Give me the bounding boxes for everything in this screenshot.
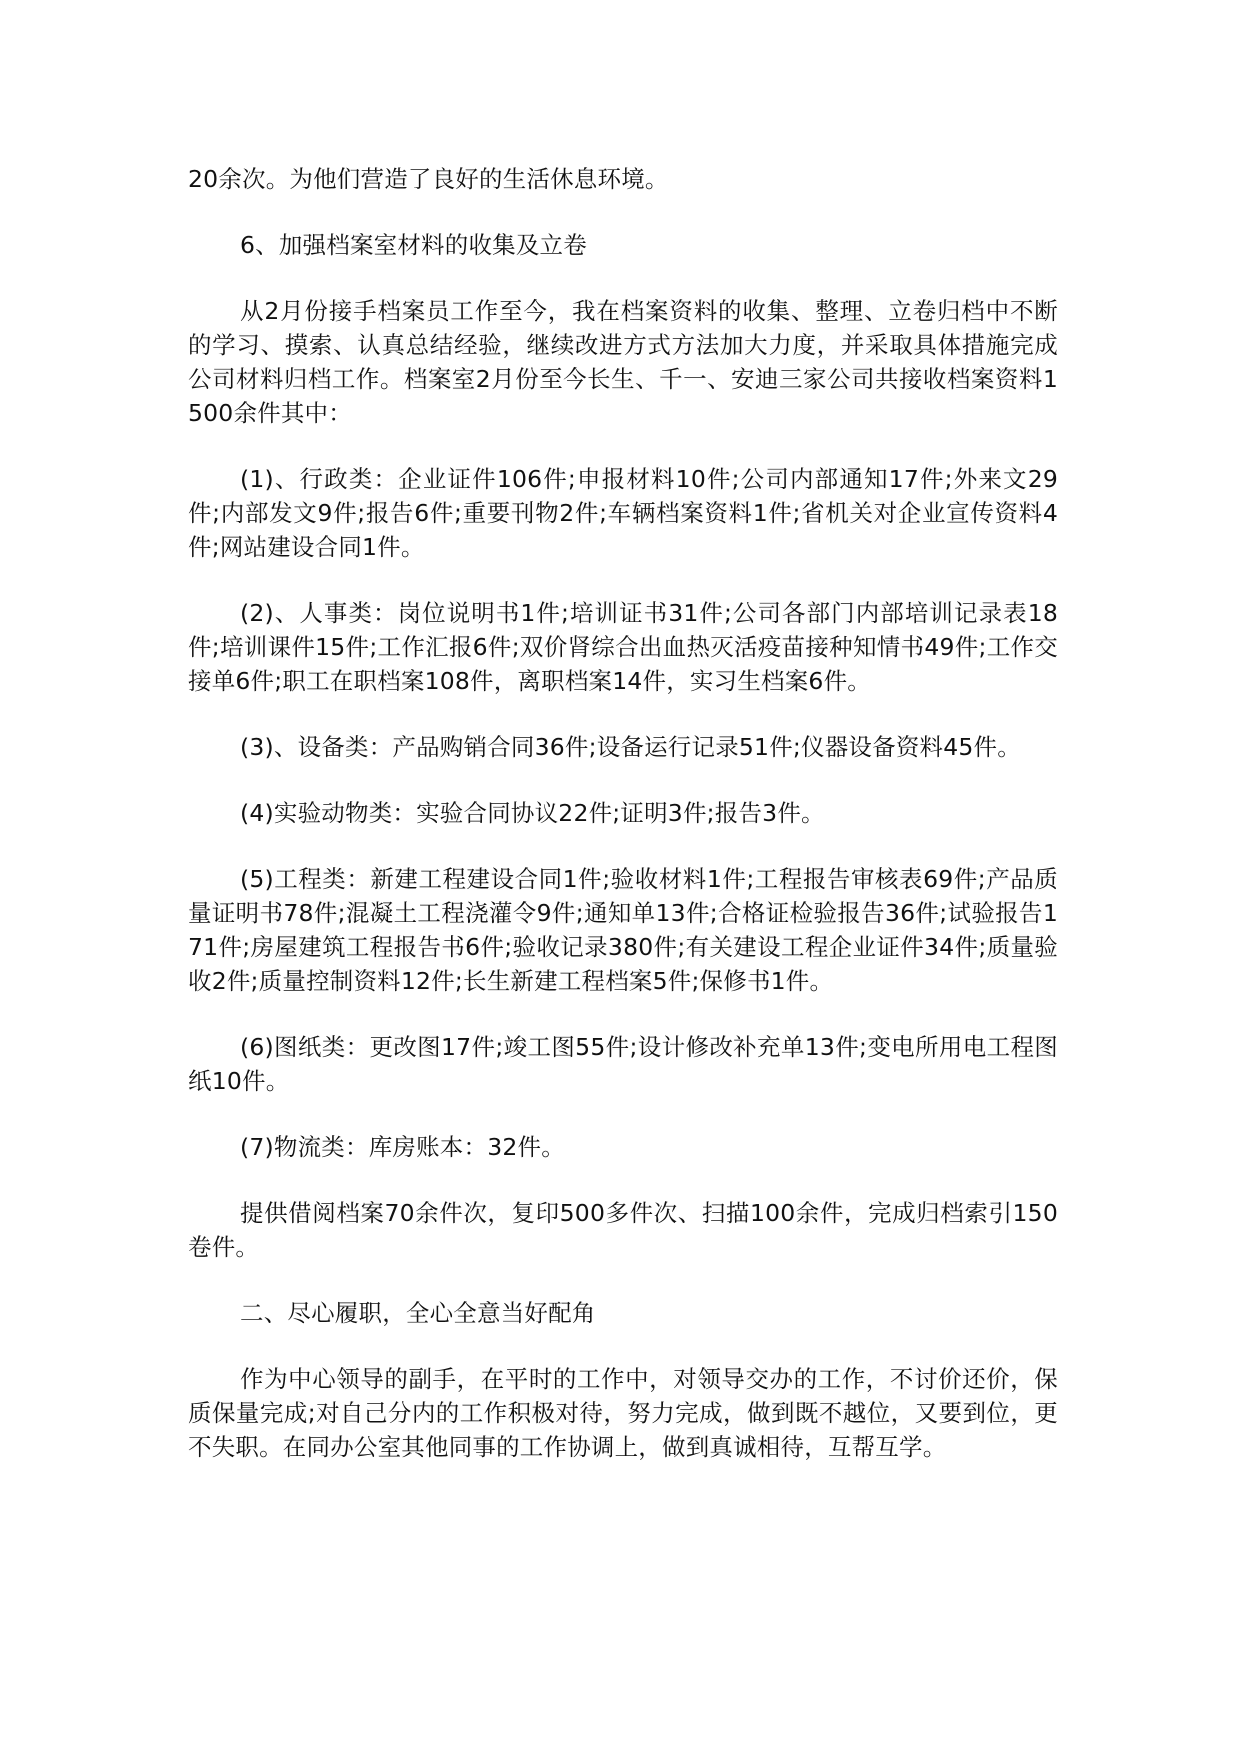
list-item-equipment: (3)、设备类：产品购销合同36件;设备运行记录51件;仪器设备资料45件。 xyxy=(240,733,1021,761)
paragraph-borrowing-summary: 提供借阅档案70余件次，复印500多件次、扫描100余件，完成归档索引150卷件。 xyxy=(188,1199,1058,1261)
list-item-lab-animals: (4)实验动物类：实验合同协议22件;证明3件;报告3件。 xyxy=(240,799,825,827)
list-item-engineering: (5)工程类：新建工程建设合同1件;验收材料1件;工程报告审核表69件;产品质量证明书78件;混凝土工程浇灌令9件;通知单13件;合格证检验报告36件;试验报告171件;房屋建筑工程报告书6件;验收记录380件;有关建设工程企业证件34件;质量验收2件;质量控制资料12件;长生新建工程档案5件;保修书1件。 xyxy=(188,865,1058,995)
paragraph-archive-intro: 从2月份接手档案员工作至今，我在档案资料的收集、整理、立卷归档中不断的学习、摸索、认真总结经验，继续改进方式方法加大力度，并采取具体措施完成公司材料归档工作。档案室2月份至今长生、千一、安迪三家公司共接收档案资料1500余件其中： xyxy=(188,297,1058,427)
list-item-logistics: (7)物流类：库房账本：32件。 xyxy=(240,1133,565,1161)
list-item-personnel: (2)、人事类：岗位说明书1件;培训证书31件;公司各部门内部培训记录表18件;培训课件15件;工作汇报6件;双价肾综合出血热灭活疫苗接种知情书49件;工作交接单6件;职工在职档案108件，离职档案14件，实习生档案6件。 xyxy=(188,599,1058,695)
paragraph-continuation: 20余次。为他们营造了良好的生活休息环境。 xyxy=(188,165,669,193)
list-item-administrative: (1)、行政类：企业证件106件;申报材料10件;公司内部通知17件;外来文29件;内部发文9件;报告6件;重要刊物2件;车辆档案资料1件;省机关对企业宣传资料4件;网站建设合同1件。 xyxy=(188,465,1058,561)
paragraph-duties: 作为中心领导的副手，在平时的工作中，对领导交办的工作，不讨价还价，保质保量完成;对自己分内的工作积极对待，努力完成，做到既不越位，又要到位，更不失职。在同办公室其他同事的工作协调上，做到真诚相待，互帮互学。 xyxy=(188,1365,1058,1461)
section-heading-duties: 二、尽心履职，全心全意当好配角 xyxy=(240,1299,596,1327)
list-item-drawings: (6)图纸类：更改图17件;竣工图55件;设计修改补充单13件;变电所用电工程图纸10件。 xyxy=(188,1033,1058,1095)
section-heading-archive: 6、加强档案室材料的收集及立卷 xyxy=(240,231,587,259)
document-page xyxy=(188,162,1058,1496)
